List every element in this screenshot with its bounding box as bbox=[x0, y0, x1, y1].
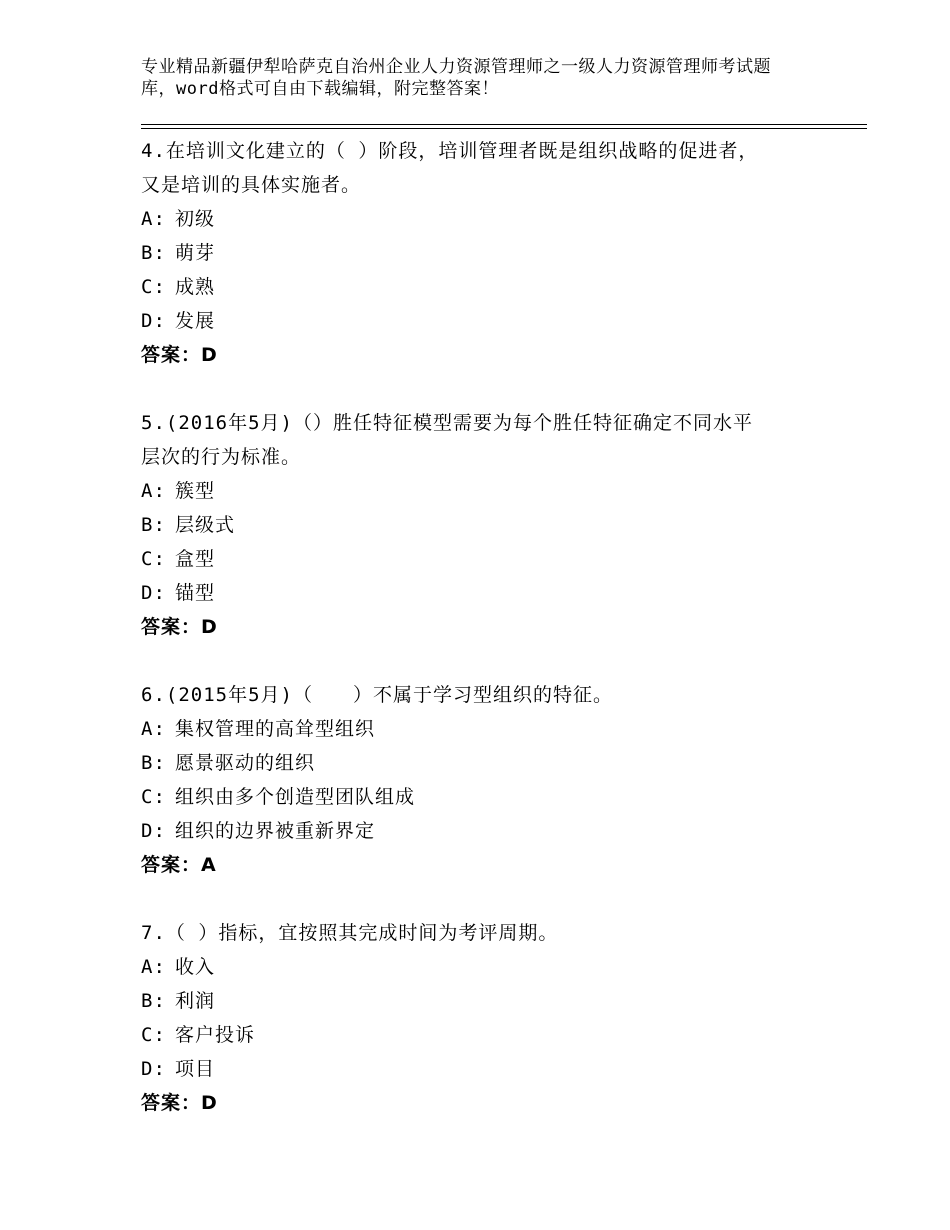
option-key: A: bbox=[141, 480, 166, 502]
option-key: D: bbox=[141, 820, 166, 842]
option-text: 成熟 bbox=[175, 276, 216, 298]
option-b bbox=[141, 508, 867, 542]
question-text bbox=[141, 406, 811, 474]
option-key: C: bbox=[141, 276, 166, 298]
question-text-line: 又是培训的具体实施者。 bbox=[141, 174, 362, 196]
option-d bbox=[141, 1052, 867, 1086]
option-key: A: bbox=[141, 718, 166, 740]
document-header bbox=[141, 56, 867, 102]
option-text: 集权管理的高耸型组织 bbox=[175, 718, 376, 740]
question-text-line: 7.（ ）指标，宜按照其完成时间为考评周期。 bbox=[141, 922, 559, 944]
option-text: 锚型 bbox=[175, 582, 216, 604]
option-key: C: bbox=[141, 1024, 166, 1046]
option-key: B: bbox=[141, 514, 166, 536]
question-text bbox=[141, 916, 811, 950]
option-text: 簇型 bbox=[175, 480, 216, 502]
option-text: 初级 bbox=[175, 208, 216, 230]
option-d bbox=[141, 304, 867, 338]
option-text: 愿景驱动的组织 bbox=[175, 752, 316, 774]
option-key: D: bbox=[141, 1058, 166, 1080]
question-text bbox=[141, 678, 811, 712]
option-key: A: bbox=[141, 208, 166, 230]
header-line-2: 库，word格式可自由下载编辑，附完整答案！ bbox=[141, 79, 499, 99]
question-text-line: 5.(2016年5月)（）胜任特征模型需要为每个胜任特征确定不同水平 bbox=[141, 412, 753, 434]
header-line-1: 专业精品新疆伊犁哈萨克自治州企业人力资源管理师之一级人力资源管理师考试题 bbox=[141, 57, 771, 77]
question-text-line: 4.在培训文化建立的（ ）阶段，培训管理者既是组织战略的促进者， bbox=[141, 140, 759, 162]
option-text: 萌芽 bbox=[175, 242, 216, 264]
option-a bbox=[141, 474, 867, 508]
option-key: B: bbox=[141, 752, 166, 774]
question-6 bbox=[141, 678, 867, 882]
option-c bbox=[141, 780, 867, 814]
option-text: 客户投诉 bbox=[175, 1024, 256, 1046]
question-text bbox=[141, 134, 811, 202]
option-b bbox=[141, 984, 867, 1018]
option-a bbox=[141, 712, 867, 746]
header-divider bbox=[141, 124, 867, 129]
option-b bbox=[141, 746, 867, 780]
option-key: C: bbox=[141, 548, 166, 570]
option-c bbox=[141, 542, 867, 576]
option-key: B: bbox=[141, 242, 166, 264]
option-c bbox=[141, 1018, 867, 1052]
option-text: 组织的边界被重新界定 bbox=[175, 820, 376, 842]
answer-label: 答案：A bbox=[141, 854, 217, 876]
option-text: 盒型 bbox=[175, 548, 216, 570]
question-list bbox=[141, 134, 867, 1120]
option-c bbox=[141, 270, 867, 304]
option-text: 发展 bbox=[175, 310, 216, 332]
question-text-line: 层次的行为标准。 bbox=[141, 446, 302, 468]
option-b bbox=[141, 236, 867, 270]
option-text: 组织由多个创造型团队组成 bbox=[175, 786, 416, 808]
option-a bbox=[141, 202, 867, 236]
option-d bbox=[141, 576, 867, 610]
option-d bbox=[141, 814, 867, 848]
answer-label: 答案：D bbox=[141, 616, 218, 638]
question-7 bbox=[141, 916, 867, 1120]
answer-label: 答案：D bbox=[141, 344, 218, 366]
option-key: B: bbox=[141, 990, 166, 1012]
question-text-line: 6.(2015年5月)（ ）不属于学习型组织的特征。 bbox=[141, 684, 613, 706]
option-key: D: bbox=[141, 310, 166, 332]
option-a bbox=[141, 950, 867, 984]
option-text: 收入 bbox=[175, 956, 216, 978]
option-key: C: bbox=[141, 786, 166, 808]
option-text: 利润 bbox=[175, 990, 216, 1012]
option-text: 层级式 bbox=[175, 514, 236, 536]
question-4 bbox=[141, 134, 867, 372]
option-key: D: bbox=[141, 582, 166, 604]
option-text: 项目 bbox=[175, 1058, 216, 1080]
document-page bbox=[141, 56, 867, 1154]
question-5 bbox=[141, 406, 867, 644]
answer-label: 答案：D bbox=[141, 1092, 218, 1114]
option-key: A: bbox=[141, 956, 166, 978]
